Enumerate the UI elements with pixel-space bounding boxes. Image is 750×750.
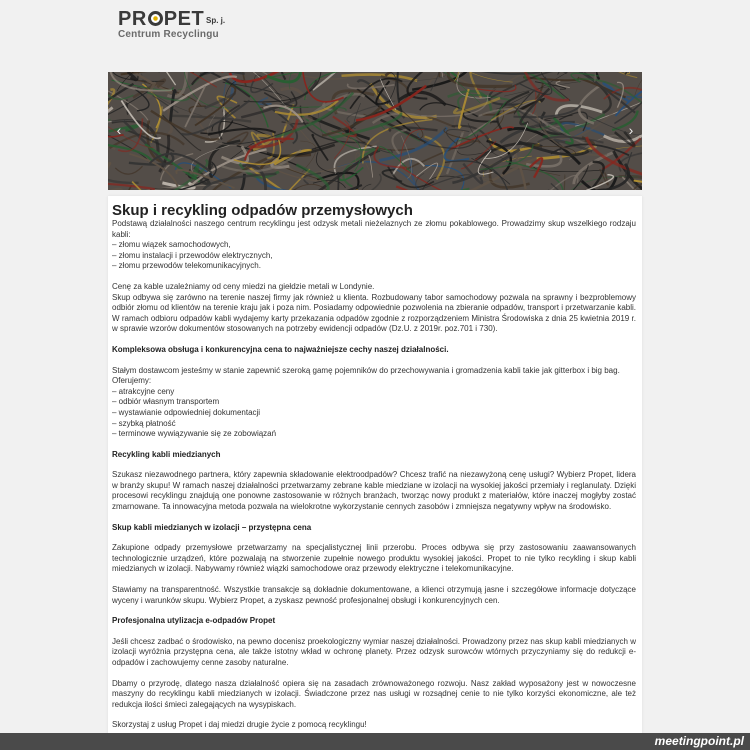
list-item: – wystawianie odpowiedniej dokumentacji xyxy=(112,407,261,417)
slider-next-icon[interactable]: › xyxy=(628,122,634,138)
containers-text: Stałym dostawcom jesteśmy w stanie zapewnić szeroką gamę pojemników do przechowywania i gromadzenia kabli takie jak gitterbox i big bag. xyxy=(112,365,620,375)
processing-text: Zakupione odpady przemysłowe przetwarzamy na specjalistycznej linii przerobu. Proces odbywa się przy zastosowaniu zaawansowanych technologicznie urządzeń, które pozwalają na stworzenie zupełnie nowego produktu wysokiej jakości. Propet to nie tylko recykling i skup kabli miedzianych w izolacji. Nabywamy również wiązki samochodowe oraz przewody elektryczne i telekomunikacyjne. xyxy=(112,543,636,574)
footer-bar xyxy=(0,733,750,750)
offer-label: Oferujemy: xyxy=(112,376,152,386)
logo-wordmark: PR PET xyxy=(118,8,205,30)
list-item: – terminowe wywiązywanie się ze zobowiązań xyxy=(112,429,277,439)
page-title: Skup i recykling odpadów przemysłowych xyxy=(112,202,413,219)
logo-suffix: Sp. j. xyxy=(206,16,226,25)
list-item: – odbiór własnym transportem xyxy=(112,397,220,407)
recycling-text: Szukasz niezawodnego partnera, który zapewnia składowanie elektroodpadów? Chcesz trafić na niezawyżoną cenę usługi? Wybierz Propet, lidera w branży skupu! W ramach naszej działalności przetwarzamy zebrane kable miedziane w izolacji na wysokiej jakości przemiały i reglanulaty. Dzięki procesowi recyklingu znajdują one ponowne zastosowanie w różnych branżach, tworząc nowy produkt z materiałów, które inaczej mogłyby zostać zmarnowane. Ta innowacyjna metoda pozwala na wielokrotne wykorzystanie cennych zasobów i zmniejsza negatywny wpływ na środowisko. xyxy=(112,470,636,512)
intro-list xyxy=(112,240,636,272)
section-heading: Kompleksowa obsługa i konkurencyjna cena to najważniejsze cechy naszej działalności. xyxy=(112,344,449,354)
list-item: – atrakcyjne ceny xyxy=(112,386,175,396)
article-card xyxy=(108,196,642,750)
transparency-text: Stawiamy na transparentność. Wszystkie transakcje są dokładnie dokumentowane, a klienci otrzymują jasne i szczegółowe informacje dotyczące wyceny i warunków skupu. Wybierz Propet, a zyskasz pewność profesjonalnej obsługi i konkurencyjnych cen. xyxy=(112,585,636,605)
slider-prev-icon[interactable]: ‹ xyxy=(116,122,122,138)
sustainability-text: Dbamy o przyrodę, dlatego nasza działalność opiera się na zasadach zrównoważonego rozwoju. Nasz zakład wyposażony jest w nowoczesne maszyny do recyklingu kabli miedzianych w izolacji. Świadczone przez nas usługi w rozsądnej cenie to nie tylko korzyści ekonomiczne, ale też redukcja ilości śmieci zalegających na wysypiskach. xyxy=(112,678,636,709)
list-item: – złomu instalacji i przewodów elektrycznych, xyxy=(112,250,273,260)
list-item: – złomu wiązek samochodowych, xyxy=(112,240,231,250)
section-heading: Skup kabli miedzianych w izolacji – przystępna cena xyxy=(112,522,312,532)
hero-image-slider[interactable] xyxy=(108,72,642,190)
offer-list xyxy=(112,387,636,440)
watermark: meetingpoint.pl xyxy=(654,734,744,748)
price-text: Cenę za kable uzależniamy od ceny miedzi na giełdzie metali w Londynie. xyxy=(112,281,375,291)
intro-text: Podstawą działalności naszego centrum recyklingu jest odzysk metali nieżelaznych ze złomu pokablowego. Prowadzimy skup wszelkiego rodzaju kabli: xyxy=(112,219,636,239)
site-header xyxy=(0,0,750,72)
environment-text: Jeśli chcesz zadbać o środowisko, na pewno docenisz proekologiczny wymiar naszej działalności. Prowadzony przez nas skup kabli miedzianych w izolacji wyróżnia przystępna cena, ale także istotny wkład w ochronę planety. Przez odzysk surowców wtórnych przyczyniamy się do redukcji e-odpadów i zachowujemy cenne zasoby naturalne. xyxy=(112,636,636,667)
closing-text: Skorzystaj z usług Propet i daj miedzi drugie życie z pomocą recyklingu! xyxy=(112,720,367,730)
list-item: – złomu przewodów telekomunikacyjnych. xyxy=(112,261,261,271)
logo-tagline: Centrum Recyclingu xyxy=(118,29,219,40)
list-item: – szybką płatność xyxy=(112,418,176,428)
section-heading: Recykling kabli miedzianych xyxy=(112,449,221,459)
collection-text: Skup odbywa się zarówno na terenie naszej firmy jak również u klienta. Rozbudowany tabor samochodowy pozwala na sprawny i bezproblemowy odbiór złomu od klientów na terenie kraju jak i poza nim. Posiadamy odpowiednie pozwolenia na zbieranie odpadów, transport i przetwarzanie kabli. W ramach odbioru odpadów kabli wydajemy karty przekazania odpadów zgodnie z rozporządzeniem Ministra Środowiska z dnia 25 kwietnia 2019 r. w sprawie wzorów dokumentów stosowanych na potrzeby ewidencji odpadów (Dz.U. z 2019r. poz.701 i 730). xyxy=(112,292,636,334)
cable-scrap-photo xyxy=(108,72,642,190)
section-heading: Profesjonalna utylizacja e-odpadów Propet xyxy=(112,616,276,626)
propet-logo[interactable] xyxy=(118,8,228,42)
